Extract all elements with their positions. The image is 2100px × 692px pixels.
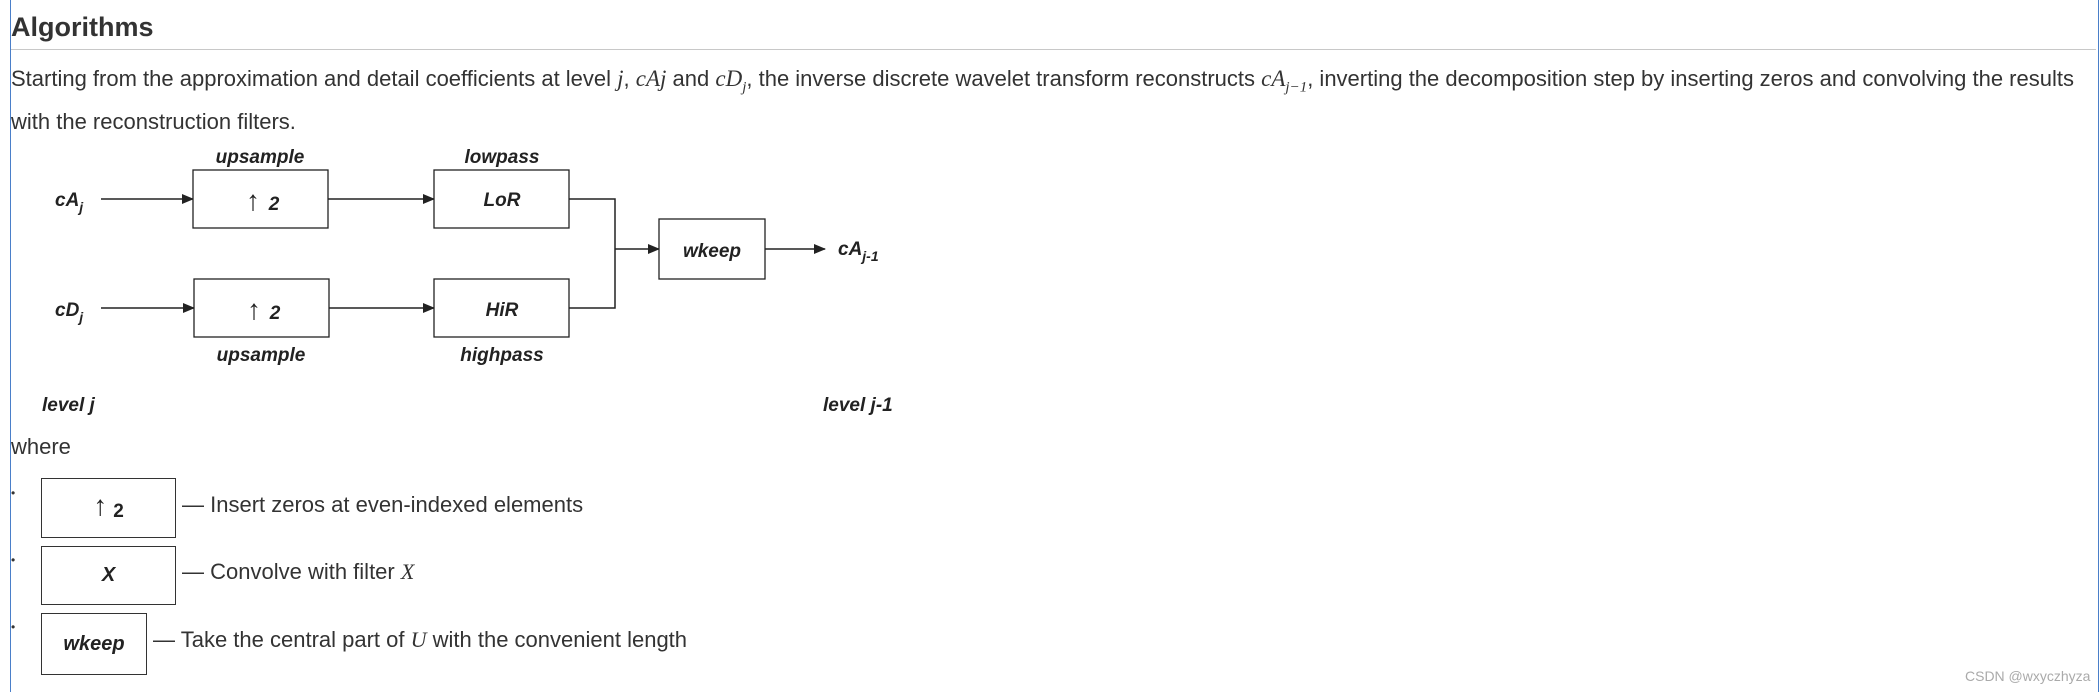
upsample-factor-top: 2 [268,194,280,215]
intro-text-4: , the inverse discrete wavelet transform reconstructs [746,66,1262,91]
label-upsample-bottom: upsample [216,345,306,366]
upsample-box-top [193,170,328,228]
hir-label: HiR [485,300,519,321]
connector-lor [569,199,615,249]
legend-desc-wkeep: — Take the central part of U with the convenient length [153,627,688,652]
intro-text-2: , [623,66,636,91]
math-u: U [410,627,427,652]
legend-upsample-factor: 2 [113,501,124,522]
input-ca: $cA_j$ [55,190,84,215]
math-cdj: $cD_j$ [715,66,747,96]
label-upsample-top: upsample [215,147,305,168]
label-lowpass: lowpass [464,147,540,168]
math-caj-1: $cA_{j-1}$ [1261,66,1308,96]
up-arrow-icon: ↑ [246,185,260,216]
where-label: where [11,434,71,459]
label-highpass: highpass [460,345,544,366]
legend-desc-filter: — Convolve with filter X [182,559,415,584]
up-arrow-icon: ↑ [93,490,108,521]
intro-text-1: Starting from the approximation and detail coefficients at level [11,66,618,91]
upsample-factor-bottom: 2 [269,303,281,324]
upsample-box-bottom [194,279,329,337]
intro-text-3: and [666,66,716,91]
section-heading: Algorithms [11,12,154,42]
label-level-j: level j [42,395,95,416]
watermark: CSDN @wxyczhyza [1965,668,2091,684]
legend-bullet: • [11,553,16,567]
legend-filter-box: X [41,546,176,605]
up-arrow-icon: ↑ [247,294,261,325]
legend-bullet: • [11,486,16,500]
wkeep-label: wkeep [682,241,742,262]
lor-label: LoR [483,190,521,211]
output-ca: $cA_{j-1}$ [838,239,879,264]
math-j: j [617,66,624,91]
legend-upsample-box [41,478,176,538]
legend-wkeep-box: wkeep [41,613,147,675]
math-x: X [400,559,415,584]
connector-hir [569,249,615,308]
legend-desc-upsample: — Insert zeros at even-indexed elements [182,492,584,517]
label-level-j-1: level j-1 [823,395,893,416]
intro-text-5: , inverting the decomposition step by inserting zeros and convolving the results with the reconstruction filters. [11,66,2074,134]
math-caj: cAj [635,66,667,91]
input-cd: $cD_j$ [55,300,84,325]
legend-bullet: • [11,620,16,634]
